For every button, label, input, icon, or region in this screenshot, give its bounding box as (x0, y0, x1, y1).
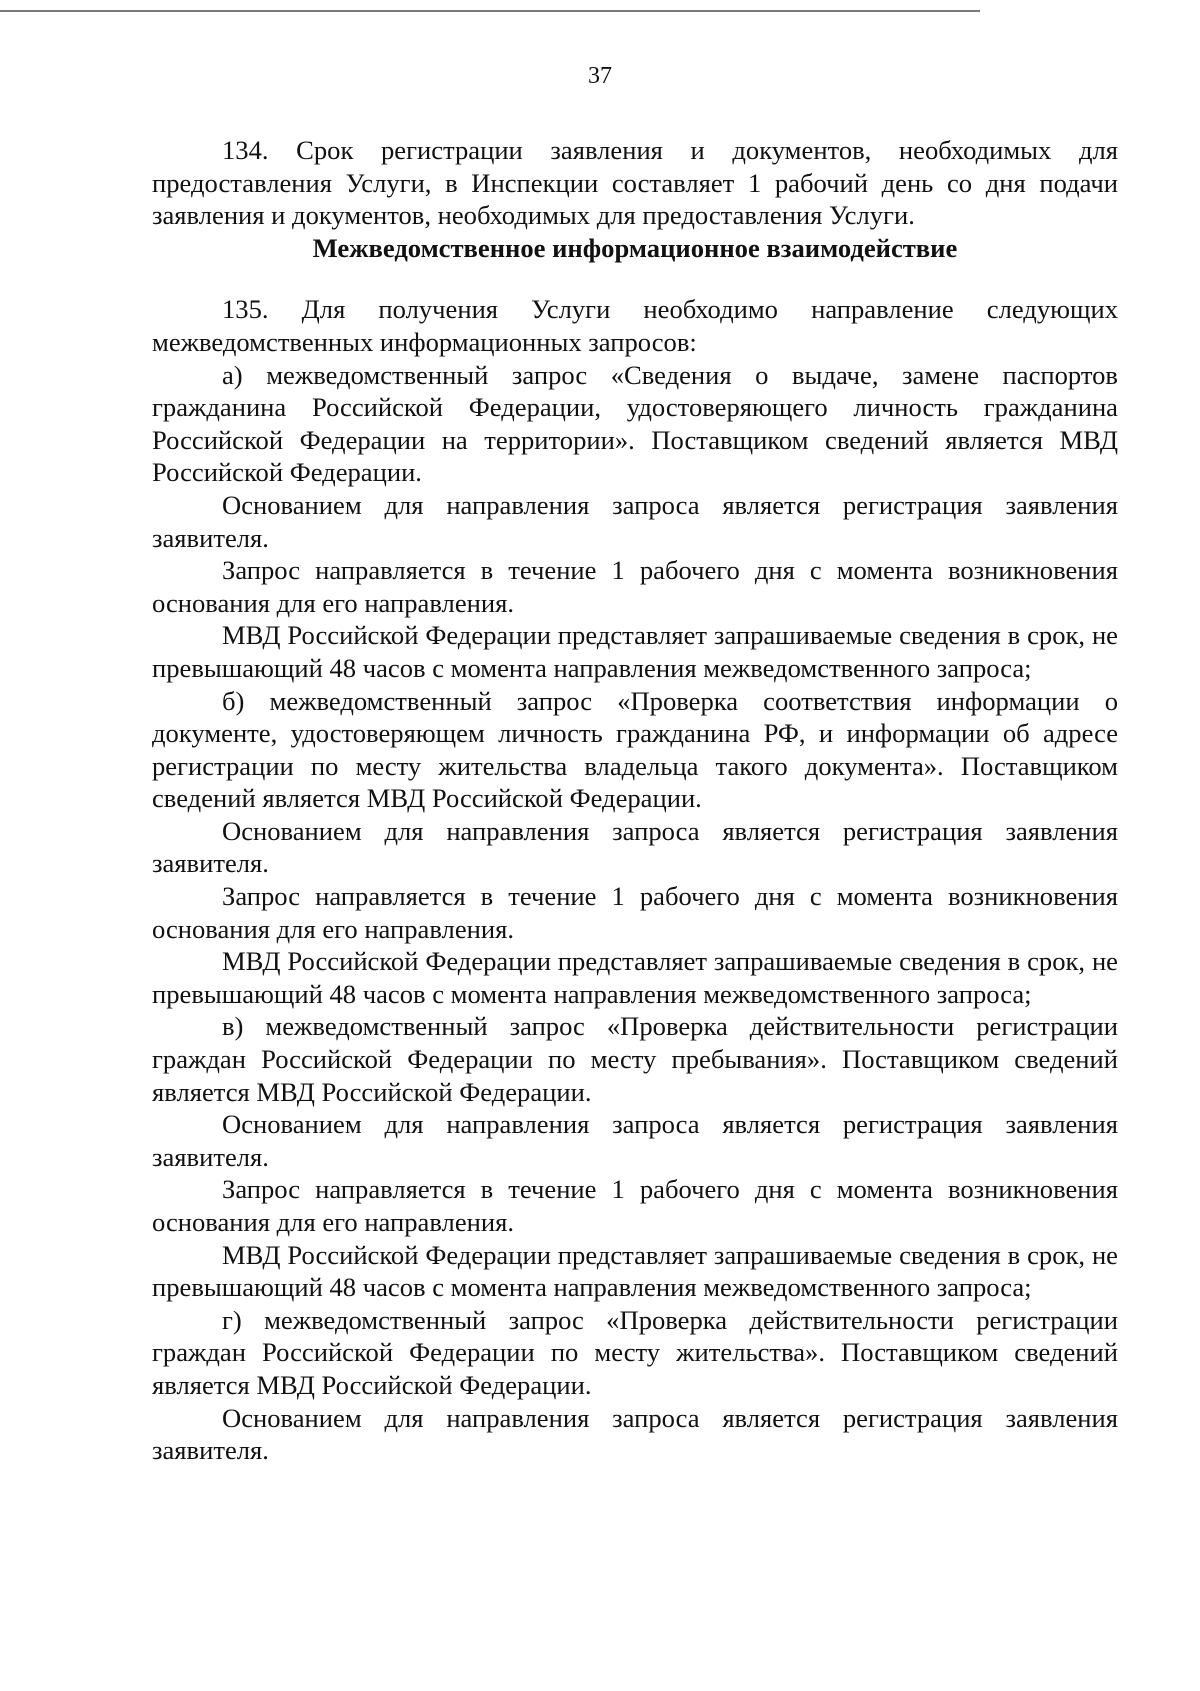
paragraph-basis-a: Основанием для направления запроса является регистрация заявления заявителя. (152, 489, 1118, 553)
paragraph-basis-b: Основанием для направления запроса является регистрация заявления заявителя. (152, 815, 1118, 879)
paragraph-response-v: МВД Российской Федерации представляет запрашиваемые сведения в срок, не превышающий 48 часов с момента направления межведомственного запроса; (152, 1239, 1118, 1303)
paragraph-request-g: г) межведомственный запрос «Проверка действительности регистрации граждан Российской Федерации по месту жительства». Поставщиком сведений является МВД Российской Федерации. (152, 1304, 1118, 1400)
paragraph-timing-a: Запрос направляется в течение 1 рабочего дня с момента возникновения основания для его направления. (152, 555, 1118, 618)
page-number: 37 (588, 63, 612, 89)
paragraph-request-v: в) межведомственный запрос «Проверка действительности регистрации граждан Российской Федерации по месту пребывания». Поставщиком сведений является МВД Российской Федерации. (152, 1011, 1118, 1107)
paragraph-response-b: МВД Российской Федерации представляет запрашиваемые сведения в срок, не превышающий 48 часов с момента направления межведомственного запроса; (152, 946, 1118, 1009)
heading-spacer (152, 264, 1118, 293)
paragraph-134: 134. Срок регистрации заявления и документов, необходимых для предоставления Услуги, в Инспекции составляет 1 рабочий день со дня подачи заявления и документов, необходимых для предоставления Услуги. (152, 135, 1118, 231)
paragraph-response-a: МВД Российской Федерации представляет запрашиваемые сведения в срок, не превышающий 48 часов с момента направления межведомственного запроса; (152, 620, 1118, 683)
paragraph-request-a: а) межведомственный запрос «Сведения о выдаче, замене паспортов гражданина Российской Федерации, удостоверяющего личность гражданина Российской Федерации на территории». Поставщиком сведений является МВД Российской Федерации. (152, 359, 1118, 488)
paragraph-basis-g: Основанием для направления запроса является регистрация заявления заявителя. (152, 1402, 1118, 1466)
paragraph-135: 135. Для получения Услуги необходимо направление следующих межведомственных информационных запросов: (152, 294, 1118, 357)
section-heading: Межведомственное информационное взаимодействие (312, 232, 958, 263)
scan-top-edge-line (0, 10, 980, 12)
paragraph-timing-b: Запрос направляется в течение 1 рабочего дня с момента возникновения основания для его направления. (152, 881, 1118, 944)
paragraph-basis-v: Основанием для направления запроса является регистрация заявления заявителя. (152, 1109, 1118, 1172)
document-body (152, 134, 1118, 1467)
paragraph-timing-v: Запрос направляется в течение 1 рабочего дня с момента возникновения основания для его направления. (152, 1174, 1118, 1237)
paragraph-request-b: б) межведомственный запрос «Проверка соответствия информации о документе, удостоверяющем личность гражданина РФ, и информации об адресе регистрации по месту жительства владельца такого документа». Поставщиком сведений является МВД Российской Федерации. (152, 685, 1118, 814)
